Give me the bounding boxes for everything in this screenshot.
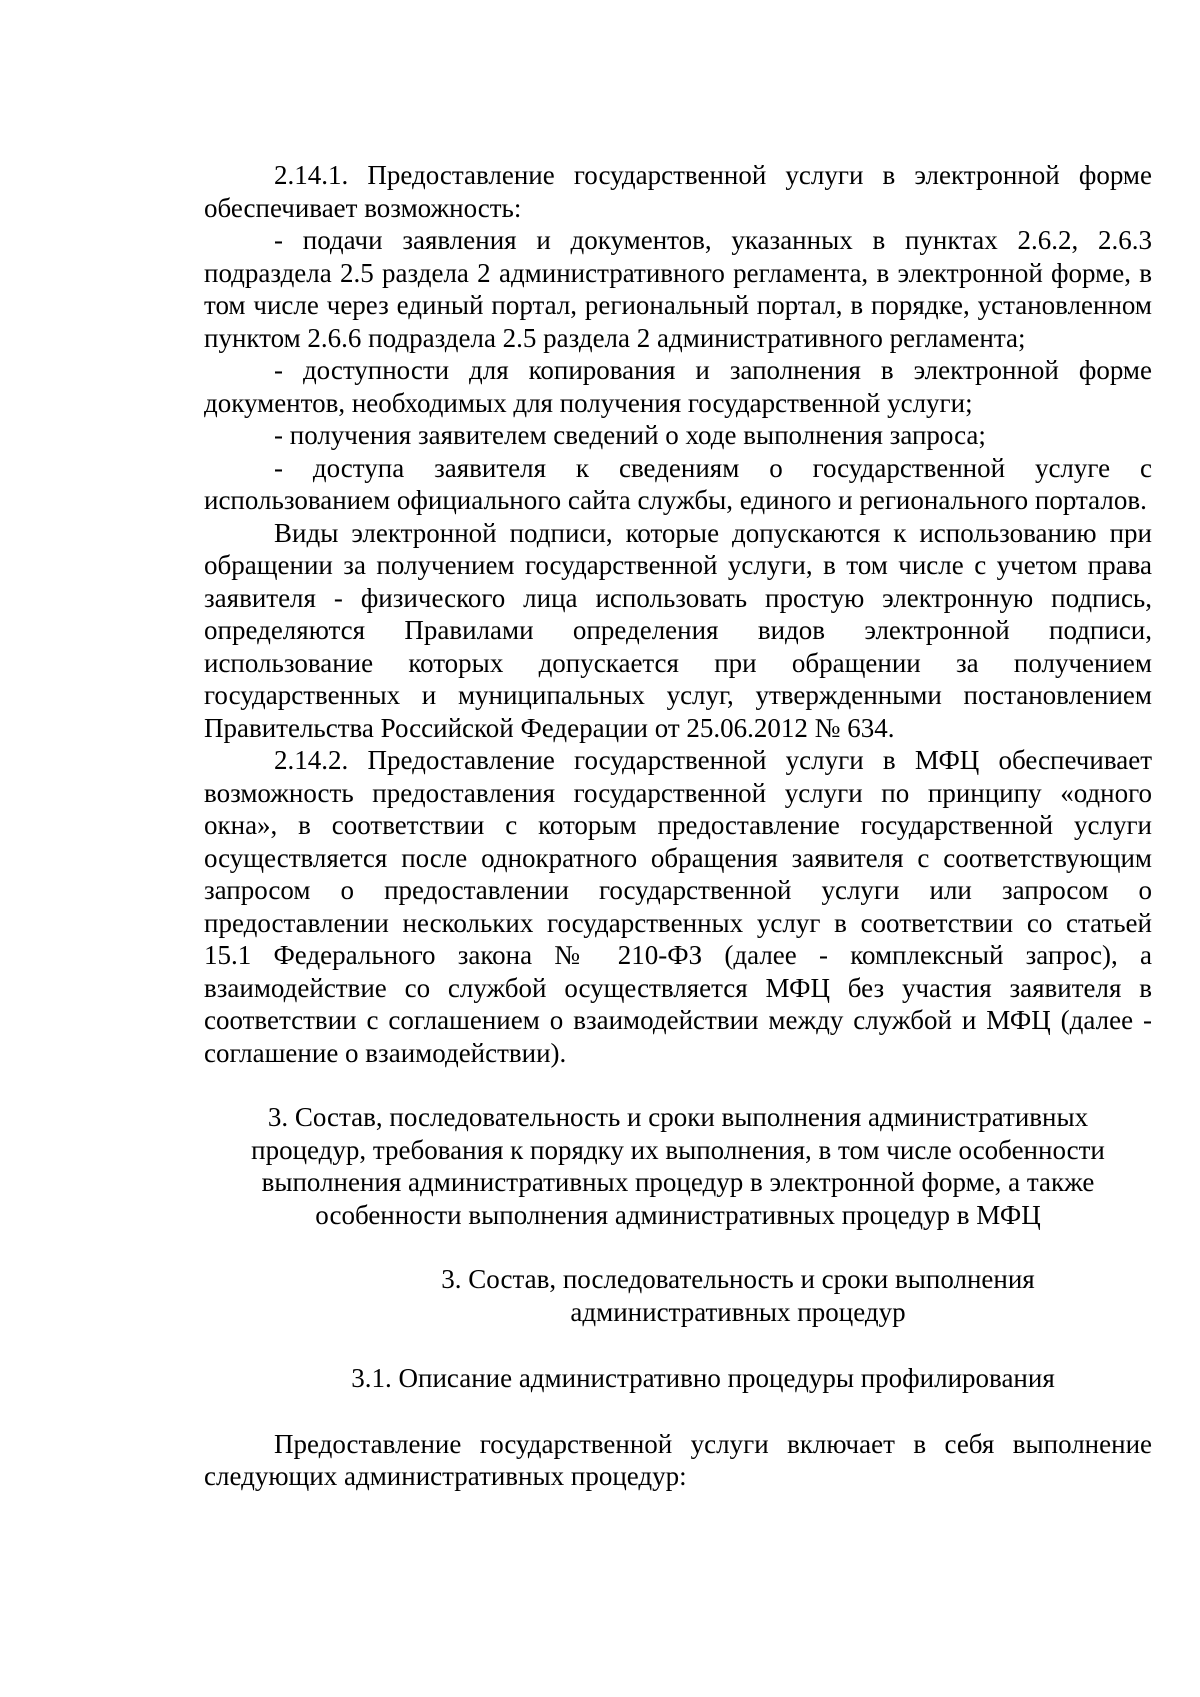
paragraph-2-14-2: 2.14.2. Предоставление государственной услуги в МФЦ обеспечивает возможность предоставления государственной услуги по принципу «одного окна», в соответствии с которым предоставление государственной услуги осуществляется после однократного обращения заявителя с соответствующим запросом о предоставлении государственной услуги или запросом о предоставлении нескольких государственных услуг в соответствии со статьей 15.1 Федерального закона № 210-ФЗ (далее - комплексный запрос), а взаимодействие со службой осуществляется МФЦ без участия заявителя в соответствии с соглашением о взаимодействии между службой и МФЦ (далее - соглашение о взаимодействии).: [204, 745, 1152, 1068]
subsection-3-1-heading: [204, 1362, 1152, 1395]
list-item-copying: - доступности для копирования и заполнения в электронной форме документов, необходимых для получения государственной услуги;: [204, 355, 1152, 418]
heading-line: 3.1. Описание административно процедуры профилирования: [351, 1363, 1055, 1393]
section-3-full-heading: [204, 1101, 1152, 1231]
heading-line: 3. Состав, последовательность и сроки выполнения: [441, 1264, 1035, 1294]
list-item-submission: - подачи заявления и документов, указанных в пунктах 2.6.2, 2.6.3 подраздела 2.5 раздела 2 административного регламента, в электронной форме, в том числе через единый портал, региональный портал, в порядке, установленном пунктом 2.6.6 подраздела 2.5 раздела 2 административного регламента;: [204, 225, 1152, 353]
section-3-short-heading: [204, 1263, 1152, 1328]
heading-line: административных процедур: [570, 1296, 906, 1327]
heading-line: процедур, требования к порядку их выполнения, в том числе особенности: [251, 1134, 1105, 1165]
list-item-status: - получения заявителем сведений о ходе выполнения запроса;: [274, 420, 986, 450]
heading-line: особенности выполнения административных процедур в МФЦ: [315, 1199, 1041, 1230]
paragraph-signature-types: Виды электронной подписи, которые допускаются к использованию при обращении за получением государственной услуги, в том числе с учетом права заявителя - физического лица использовать простую электронную подпись, определяются Правилами определения видов электронной подписи, использование которых допускается при обращении за получением государственных и муниципальных услуг, утвержденными постановлением Правительства Российской Федерации от 25.06.2012 № 634.: [204, 517, 1152, 743]
heading-line: 3. Состав, последовательность и сроки выполнения административных: [267, 1102, 1089, 1132]
closing-paragraph: Предоставление государственной услуги включает в себя выполнение следующих административных процедур:: [204, 1428, 1152, 1491]
heading-line: выполнения административных процедур в электронной форме, а также: [261, 1167, 1095, 1197]
paragraph-2-14-1: 2.14.1. Предоставление государственной услуги в электронной форме обеспечивает возможность:: [204, 160, 1152, 223]
document-page: [204, 159, 1152, 1493]
list-item-access: - доступа заявителя к сведениям о государственной услуге с использованием официального сайта службы, единого и регионального порталов.: [204, 452, 1152, 515]
